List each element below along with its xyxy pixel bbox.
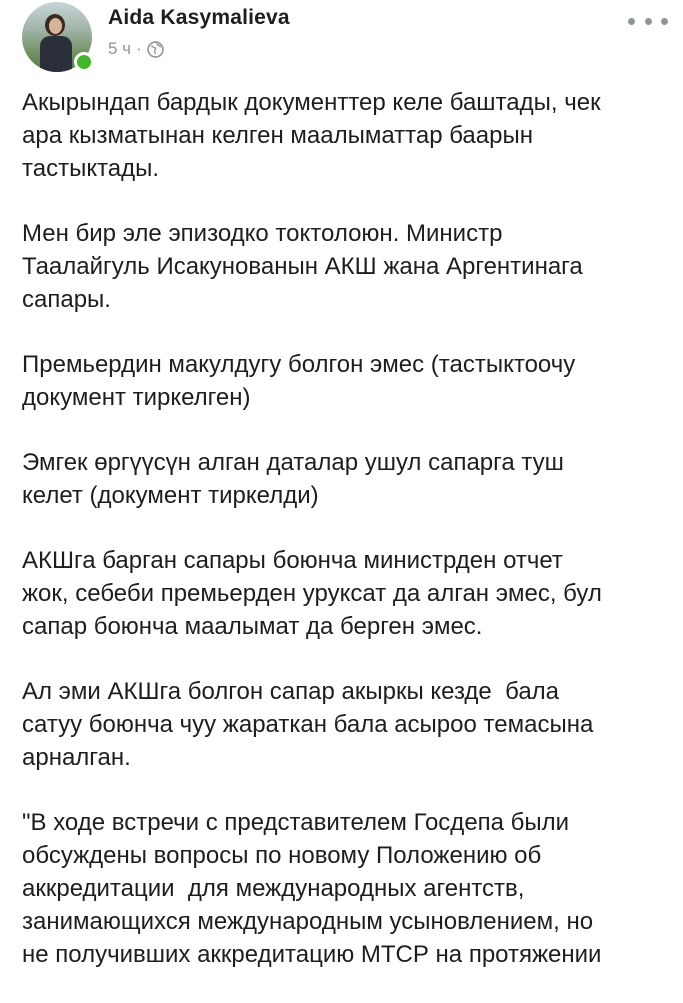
meta-separator: · — [136, 39, 142, 58]
post-paragraph: АКШга барган сапары боюнча министрден отчет жок, себеби премьерден уруксат да алган эмес, бул сапар боюнча маалымат да берген эмес. — [22, 547, 602, 640]
post-paragraph: "В ходе встречи с представителем Госдепа были обсуждены вопросы по новому Положению об аккредитации для международных агентств, занимающихся международным усыновлением, но не получивших аккредитацию МТСР на протяжении — [22, 809, 602, 968]
post-paragraph: Премьердин макулдугу болгон эмес (тастыктоочу документ тиркелген) — [22, 351, 576, 411]
author-name[interactable]: Aida Kasymalieva — [108, 6, 290, 29]
author-avatar[interactable] — [22, 2, 92, 72]
post-meta — [108, 38, 164, 60]
post-paragraph: Ал эми АКШга болгон сапар акыркы кезде бала сатуу боюнча чуу жараткан бала асыроо темасына арналган. — [22, 678, 594, 771]
online-status-dot — [74, 52, 94, 72]
post-text — [22, 86, 672, 1003]
globe-icon[interactable] — [147, 41, 164, 58]
post-paragraph: Акырындап бардык документтер келе баштады, чек ара кызматынан келген маалыматтар баарын тастыктады. — [22, 89, 601, 182]
post-timestamp[interactable]: 5 ч — [108, 39, 132, 58]
more-options-icon[interactable] — [628, 14, 668, 28]
post-paragraph: Мен бир эле эпизодко токтолоюн. Министр Таалайгуль Исакунованын АКШ жана Аргентинага сапары. — [22, 220, 583, 313]
post-header — [0, 0, 683, 80]
post-paragraph: Эмгек өргүүсүн алган даталар ушул сапарга туш келет (документ тиркелди) — [22, 449, 564, 509]
